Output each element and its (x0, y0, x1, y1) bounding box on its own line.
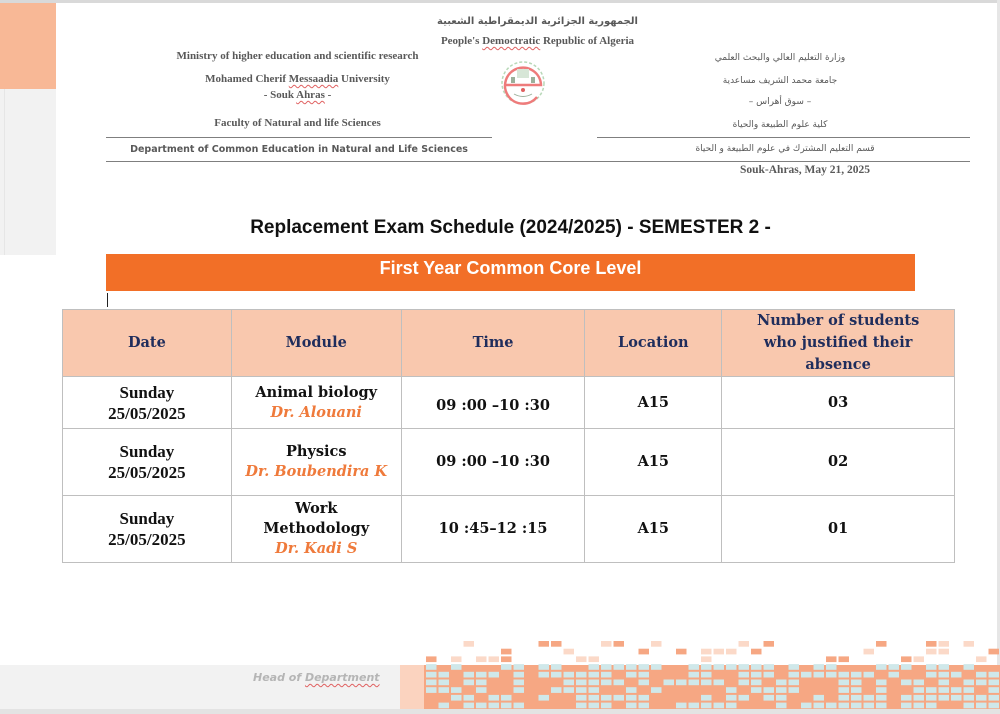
mosaic-tile (976, 680, 987, 686)
mosaic-tile (626, 695, 637, 701)
mosaic-tile (864, 649, 875, 655)
mosaic-tile (726, 687, 737, 693)
mosaic-tile (601, 641, 612, 647)
mosaic-tile (551, 687, 562, 693)
mosaic-tile (926, 641, 937, 647)
mosaic-tile (939, 672, 950, 678)
mosaic-tile (539, 672, 550, 678)
mosaic-tile (926, 703, 937, 709)
mosaic-tile (951, 687, 962, 693)
mosaic-tile (514, 687, 525, 693)
header-divider-right (597, 137, 970, 138)
column-header-location: Location (585, 310, 722, 377)
level-banner (106, 254, 915, 291)
mosaic-tile (839, 687, 850, 693)
mosaic-tile (551, 672, 562, 678)
mosaic-tile (851, 687, 862, 693)
university-text-end: University (338, 73, 390, 85)
module-teacher: Dr. Kadi S (275, 540, 358, 557)
mosaic-tile (714, 649, 725, 655)
mosaic-tile (989, 672, 1000, 678)
mosaic-tile (914, 687, 925, 693)
mosaic-tile (826, 664, 837, 670)
mosaic-tile (901, 656, 912, 662)
mosaic-tile (639, 695, 650, 701)
mosaic-tile (901, 703, 912, 709)
mosaic-tile (889, 672, 900, 678)
mosaic-tile (914, 695, 925, 701)
university-logo (499, 57, 549, 107)
mosaic-tile (476, 656, 487, 662)
mosaic-tile (501, 656, 512, 662)
mosaic-tile (926, 695, 937, 701)
mosaic-tile (726, 664, 737, 670)
mosaic-tile (589, 680, 600, 686)
mosaic-tile (801, 703, 812, 709)
mosaic-tile (701, 695, 712, 701)
mosaic-tile (776, 695, 787, 701)
mosaic-tile (464, 641, 475, 647)
republic-text-end: Republic of Algeria (540, 35, 635, 47)
mosaic-tile (876, 680, 887, 686)
date-cell (63, 429, 232, 496)
mosaic-tile (601, 664, 612, 670)
mosaic-tile (589, 703, 600, 709)
mosaic-tile (964, 695, 975, 701)
mosaic-tile (439, 680, 450, 686)
mosaic-tile (424, 665, 1000, 709)
mosaic-tile (751, 687, 762, 693)
page-title: Replacement Exam Schedule (2024/2025) - SEMESTER 2 - (250, 217, 771, 238)
mosaic-tile (464, 703, 475, 709)
place-date: Souk-Ahras, May 21, 2025 (739, 164, 871, 176)
mosaic-tile (489, 703, 500, 709)
mosaic-tile (776, 680, 787, 686)
mosaic-tile (701, 672, 712, 678)
mosaic-tile (676, 703, 687, 709)
mosaic-tile (564, 680, 575, 686)
mosaic-tile (464, 680, 475, 686)
time-cell: 09 :00 –10 :30 (401, 429, 585, 496)
mosaic-tile (714, 680, 725, 686)
mosaic-tile (501, 664, 512, 670)
mosaic-tile (489, 656, 500, 662)
table-row (63, 429, 955, 496)
mosaic-tile (476, 703, 487, 709)
mosaic-tile (476, 672, 487, 678)
mosaic-tile (876, 641, 887, 647)
mosaic-tile (864, 703, 875, 709)
mosaic-tile (439, 687, 450, 693)
mosaic-tile (626, 664, 637, 670)
mosaic-tile (626, 703, 637, 709)
mosaic-tile (701, 703, 712, 709)
date-cell (63, 496, 232, 563)
mosaic-tile (764, 641, 775, 647)
mosaic-tile (839, 703, 850, 709)
mosaic-tile (976, 695, 987, 701)
mosaic-tile (576, 680, 587, 686)
header-arabic-university: جامعة محمد الشريف مساعدية (722, 76, 838, 86)
date-cell (63, 377, 232, 429)
header-city (130, 89, 465, 101)
mosaic-tile (814, 703, 825, 709)
mosaic-tile (601, 680, 612, 686)
republic-text: People's (440, 35, 483, 47)
mosaic-tile (926, 672, 937, 678)
mosaic-tile (726, 703, 737, 709)
mosaic-tile (551, 641, 562, 647)
mosaic-tile (989, 703, 1000, 709)
header-arabic-department: قسم التعليم المشترك في علوم الطبيعة و الحياة (695, 144, 875, 154)
module-teacher: Dr. Boubendira K (245, 463, 388, 480)
location-cell: A15 (585, 377, 722, 429)
mosaic-tile (776, 703, 787, 709)
mosaic-tile (926, 649, 937, 655)
mosaic-tile (464, 672, 475, 678)
mosaic-tile (839, 695, 850, 701)
mosaic-tile (514, 672, 525, 678)
mosaic-tile (701, 656, 712, 662)
mosaic-tile (614, 695, 625, 701)
mosaic-tile (514, 680, 525, 686)
module-cell (231, 496, 401, 563)
mosaic-tile (614, 641, 625, 647)
mosaic-tile (876, 687, 887, 693)
date-day: Sunday (119, 509, 175, 528)
mosaic-tile (964, 687, 975, 693)
mosaic-tile (426, 664, 437, 670)
table-row (63, 496, 955, 563)
mosaic-tile (989, 695, 1000, 701)
mosaic-tile (739, 641, 750, 647)
mosaic-tile (689, 680, 700, 686)
mosaic-tile (964, 680, 975, 686)
mosaic-tile (864, 672, 875, 678)
mosaic-tile (476, 680, 487, 686)
mosaic-tile (764, 672, 775, 678)
mosaic-tile (726, 649, 737, 655)
header-arabic-city: – سوق أهراس – (748, 97, 812, 107)
mosaic-tile (426, 656, 437, 662)
date-value: 25/05/2025 (108, 530, 186, 549)
mosaic-tile (989, 649, 1000, 655)
mosaic-tile (501, 649, 512, 655)
window-top-border (0, 0, 1000, 3)
mosaic-tile (564, 672, 575, 678)
mosaic-tile (714, 703, 725, 709)
time-cell: 09 :00 –10 :30 (401, 377, 585, 429)
mosaic-tile (889, 664, 900, 670)
mosaic-tile (976, 656, 987, 662)
date-value: 25/05/2025 (108, 403, 186, 423)
mosaic-tile (839, 680, 850, 686)
column-header-module: Module (231, 310, 401, 377)
mosaic-tile (976, 672, 987, 678)
mosaic-tile (651, 687, 662, 693)
mosaic-tile (951, 695, 962, 701)
footer-misspelled-word: Department (304, 671, 380, 684)
mosaic-tile (576, 656, 587, 662)
column-header-time: Time (401, 310, 585, 377)
mosaic-tile (851, 672, 862, 678)
header-ministry: Ministry of higher education and scientific research (176, 50, 419, 62)
mosaic-tile (539, 695, 550, 701)
mosaic-tile (739, 664, 750, 670)
module-cell (231, 377, 401, 429)
republic-misspelled-word: Democtratic (482, 35, 541, 47)
mosaic-tile (501, 695, 512, 701)
mosaic-tile (926, 664, 937, 670)
mosaic-tile (964, 641, 975, 647)
mosaic-tile (576, 703, 587, 709)
text-cursor (107, 293, 108, 307)
table-row (63, 377, 955, 429)
date-day: Sunday (119, 382, 175, 402)
mosaic-tile (939, 680, 950, 686)
mosaic-tile (426, 680, 437, 686)
mosaic-tile (576, 695, 587, 701)
date-value: 25/05/2025 (108, 463, 186, 482)
mosaic-tile (689, 703, 700, 709)
mosaic-tile (989, 680, 1000, 686)
mosaic-tile (964, 664, 975, 670)
mosaic-tile (701, 664, 712, 670)
mosaic-tile (589, 656, 600, 662)
mosaic-tile (751, 672, 762, 678)
mosaic-tile (489, 672, 500, 678)
mosaic-tile (564, 649, 575, 655)
city-text-end: - (324, 89, 332, 101)
mosaic-tile (626, 687, 637, 693)
mosaic-tile (739, 695, 750, 701)
mosaic-tile (539, 664, 550, 670)
footer-mosaic-decoration (400, 640, 1000, 709)
mosaic-tile (639, 703, 650, 709)
mosaic-tile (914, 680, 925, 686)
mosaic-tile (851, 695, 862, 701)
mosaic-tile (751, 649, 762, 655)
mosaic-tile (789, 680, 800, 686)
mosaic-tile (589, 672, 600, 678)
mosaic-tile (789, 672, 800, 678)
mosaic-tile (589, 664, 600, 670)
mosaic-tile (701, 649, 712, 655)
mosaic-tile (789, 664, 800, 670)
mosaic-tile (764, 687, 775, 693)
module-name: Animal biology (255, 383, 378, 401)
mosaic-tile (439, 672, 450, 678)
mosaic-tile (939, 695, 950, 701)
mosaic-tile (939, 664, 950, 670)
mosaic-tile (576, 672, 587, 678)
university-text: Mohamed Cherif (205, 73, 289, 85)
mosaic-tile (864, 695, 875, 701)
university-misspelled-word: Messaadia (288, 73, 339, 85)
mosaic-tile (501, 703, 512, 709)
mosaic-tile (726, 695, 737, 701)
mosaic-tile (839, 672, 850, 678)
mosaic-tile (826, 656, 837, 662)
mosaic-tile (426, 687, 437, 693)
mosaic-tile (901, 695, 912, 701)
mosaic-tile (876, 695, 887, 701)
mosaic-tile (676, 649, 687, 655)
time-cell: 10 :45–12 :15 (401, 496, 585, 563)
mosaic-tile (626, 672, 637, 678)
mosaic-tile (614, 664, 625, 670)
mosaic-tile (739, 672, 750, 678)
mosaic-tile (939, 649, 950, 655)
students-count-cell: 03 (722, 377, 955, 429)
header-faculty: Faculty of Natural and life Sciences (214, 117, 381, 129)
mosaic-tile (801, 672, 812, 678)
column-header-students: Number of students who justified their absence (722, 310, 955, 377)
city-misspelled-word: Ahras (296, 89, 325, 101)
mosaic-tile (589, 695, 600, 701)
mosaic-tile (939, 687, 950, 693)
mosaic-tile (739, 680, 750, 686)
page-margin (0, 89, 56, 255)
mosaic-tile (926, 687, 937, 693)
header-divider-bottom (106, 161, 970, 162)
mosaic-tile (451, 687, 462, 693)
header-university (130, 73, 465, 85)
mosaic-tile (976, 703, 987, 709)
mosaic-tile (789, 687, 800, 693)
mosaic-tile (601, 703, 612, 709)
mosaic-tile (601, 672, 612, 678)
mosaic-tile (939, 641, 950, 647)
mosaic-tile (589, 687, 600, 693)
mosaic-tile (764, 695, 775, 701)
mosaic-tile (464, 695, 475, 701)
mosaic-tile (689, 672, 700, 678)
mosaic-tile (701, 680, 712, 686)
mosaic-tile (776, 687, 787, 693)
footer-text: Head of (253, 671, 305, 684)
mosaic-tile (539, 641, 550, 647)
header-divider-left (106, 137, 492, 138)
exam-schedule-table (62, 309, 955, 563)
mosaic-tile (876, 664, 887, 670)
header-arabic-ministry: وزارة التعليم العالي والبحث العلمي (714, 53, 846, 63)
mosaic-tile (751, 664, 762, 670)
mosaic-tile (639, 664, 650, 670)
module-name: Physics (285, 443, 347, 460)
mosaic-tile (826, 703, 837, 709)
header-arabic-faculty: كلية علوم الطبيعة والحياة (732, 120, 828, 130)
mosaic-tile (439, 703, 450, 709)
mosaic-tile (914, 656, 925, 662)
mosaic-tile (901, 664, 912, 670)
module-teacher: Dr. Alouani (270, 403, 362, 421)
mosaic-tile (826, 672, 837, 678)
mosaic-tile (476, 687, 487, 693)
mosaic-tile (651, 641, 662, 647)
window-bottom-border (0, 709, 1000, 714)
column-header-date: Date (63, 310, 232, 377)
mosaic-tile (651, 664, 662, 670)
mosaic-tile (901, 680, 912, 686)
mosaic-tile (876, 703, 887, 709)
module-name: Work Methodology (263, 500, 370, 537)
mosaic-tile (851, 703, 862, 709)
mosaic-tile (451, 695, 462, 701)
mosaic-tile (764, 664, 775, 670)
header-republic (400, 35, 675, 47)
mosaic-tile (689, 664, 700, 670)
mosaic-tile (839, 656, 850, 662)
mosaic-tile (964, 703, 975, 709)
mosaic-tile (564, 687, 575, 693)
mosaic-tile (989, 687, 1000, 693)
mosaic-tile (400, 665, 424, 709)
location-cell: A15 (585, 496, 722, 563)
mosaic-tile (676, 680, 687, 686)
mosaic-tile (489, 695, 500, 701)
mosaic-tile (576, 687, 587, 693)
module-cell (231, 429, 401, 496)
mosaic-tile (814, 695, 825, 701)
mosaic-tile (551, 664, 562, 670)
students-count-cell: 02 (722, 429, 955, 496)
date-day: Sunday (119, 442, 175, 461)
students-count-cell: 01 (722, 496, 955, 563)
mosaic-tile (639, 672, 650, 678)
level-banner-text: First Year Common Core Level (379, 258, 642, 278)
footer-head-of-department (253, 671, 380, 684)
table-header-row (63, 310, 955, 377)
mosaic-tile (601, 695, 612, 701)
mosaic-tile (851, 680, 862, 686)
mosaic-tile (451, 656, 462, 662)
mosaic-tile (664, 680, 675, 686)
mosaic-tile (426, 672, 437, 678)
mosaic-tile (951, 672, 962, 678)
mosaic-tile (451, 664, 462, 670)
header-department: Department of Common Education in Natural and Life Sciences (130, 144, 468, 155)
header-arabic-republic: الجمهورية الجزائرية الديمقراطية الشعبية (437, 16, 638, 27)
mosaic-tile (714, 664, 725, 670)
mosaic-tile (639, 680, 650, 686)
mosaic-tile (914, 703, 925, 709)
mosaic-tile (814, 672, 825, 678)
mosaic-tile (639, 649, 650, 655)
location-cell: A15 (585, 429, 722, 496)
mosaic-tile (514, 703, 525, 709)
mosaic-tile (514, 664, 525, 670)
mosaic-tile (751, 680, 762, 686)
mosaic-tile (614, 680, 625, 686)
margin-decoration (0, 3, 56, 89)
mosaic-tile (814, 664, 825, 670)
city-text: - Souk (263, 89, 297, 101)
